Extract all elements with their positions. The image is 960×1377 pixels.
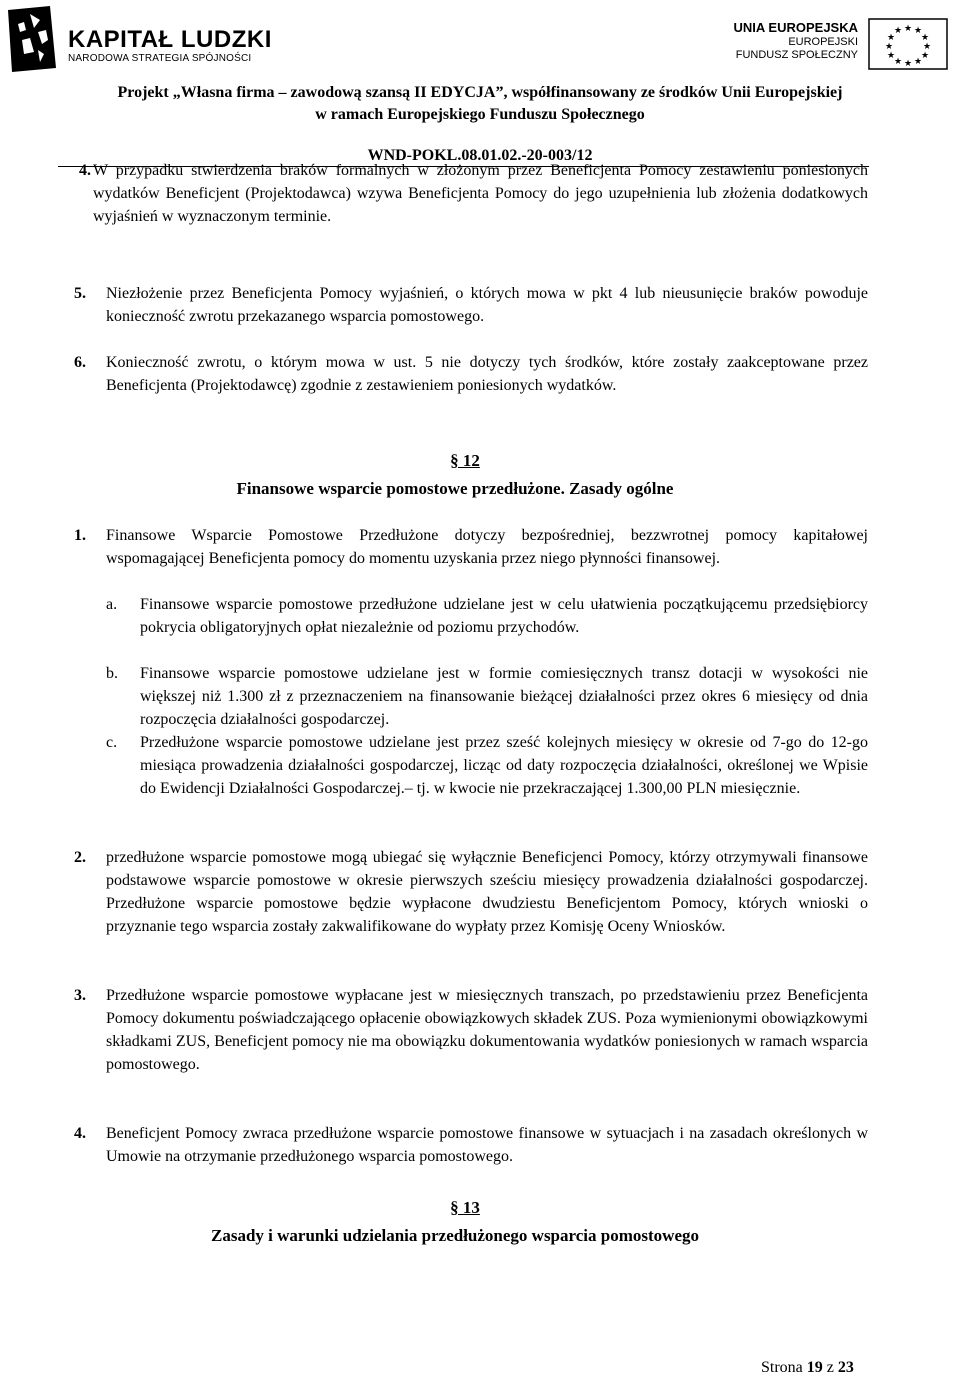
svg-text:★: ★ [920,51,930,61]
project-fund: w ramach Europejskiego Funduszu Społecznego [315,106,645,123]
item-text: Przedłużone wsparcie pomostowe wypłacane jest w miesięcznych transzach, po przedstawieniu przez Beneficjenta Pomocy dokumentu poświadczającego opłacenie obowiązkowych składek ZUS. Poza wymienionymi obowiązkowymi składkami ZUS, Beneficjent pomocy nie ma obowiązku dokumentowania wydatków poniesionych w ramach wsparcia pomostowego. [106,987,868,1073]
svg-text:★: ★ [886,33,896,43]
sub-item-text: Przedłużone wsparcie pomostowe udzielane jest przez sześć kolejnych miesięcy w okresie od 7-go do 12-go miesiąca prowadzenia działalności gospodarczej, licząc od daty rozpoczęcia działalności, określonej we Wpisie do Ewidencji Działalności Gospodarczej.– tj. w kwocie nie przekraczającej 1.300,00 PLN miesięcznie. [140,734,868,797]
svg-text:★: ★ [886,51,896,61]
item-number: 1. [74,527,86,544]
sub-item [106,662,868,731]
item-text: przedłużone wsparcie pomostowe mogą ubiegać się wyłącznie Beneficjenci Pomocy, którzy otrzymywali finansowe podstawowe wsparcie pomostowe w okresie pierwszych sześciu miesięcy prowadzenia działalności gospodarczej. Przedłużone wsparcie pomostowe będzie wypłacone dwudziestu Beneficjentom Pomocy, których wnioski o przyznanie tego wsparcia zostały zakwalifikowane do wypłaty przez Komisję Oceny Wniosków. [106,849,868,935]
footer-of: z [826,1359,834,1376]
sub-item [106,593,868,639]
section-number: § 12 [450,451,480,470]
sub-item-letter: a. [106,596,118,613]
item-number: 2. [74,849,86,866]
item-number: 4. [79,162,91,179]
svg-text:★: ★ [913,57,923,67]
svg-text:★: ★ [884,42,894,52]
list-item [79,159,868,228]
list-item [74,846,868,938]
svg-text:★: ★ [922,42,932,52]
kapital-ludzki-emblem-icon [8,6,60,72]
svg-text:★: ★ [903,59,913,69]
list-item [74,984,868,1076]
kapital-ludzki-logo [8,6,272,72]
item-text: W przypadku stwierdzenia braków formalnych w złożonym przez Beneficjenta Pomocy zestawieniu poniesionych wydatków Beneficjent (Projektodawca) wzywa Beneficjenta Pomocy do jego uzupełnienia lub złożenia dodatkowych wyjaśnień w wyznaczonym terminie. [93,162,868,225]
item-number: 6. [74,354,86,371]
svg-text:★: ★ [903,24,913,34]
section-number: § 13 [450,1198,480,1217]
section-title: Zasady i warunki udzielania przedłużonego wsparcia pomostowego [210,1226,699,1245]
svg-text:★: ★ [893,57,903,67]
svg-text:★: ★ [893,26,903,36]
ue-title: UNIA EUROPEJSKA [733,20,858,35]
eu-flag-icon [868,18,948,70]
svg-text:★: ★ [913,26,923,36]
list-item [74,282,868,328]
item-text: Konieczność zwrotu, o którym mowa w ust. 5 nie dotyczy tych środków, które zostały zaakceptowane przez Beneficjenta (Projektodawcę) zgodnie z zestawieniem poniesionych wydatków. [106,354,868,394]
ue-line2: EUROPEJSKI [788,36,858,48]
item-number: 4. [74,1125,86,1142]
item-number: 5. [74,285,86,302]
page-footer [761,1359,854,1377]
footer-label: Strona [761,1359,803,1376]
sub-item-text: Finansowe wsparcie pomostowe przedłużone udzielane jest w celu ułatwienia początkującemu przedsiębiorcy pokrycia obligatoryjnych opłat niezależnie od poziomu przychodów. [140,596,868,636]
section-title: Finansowe wsparcie pomostowe przedłużone. Zasady ogólne [236,479,674,498]
project-title: Projekt „Własna firma – zawodową szansą II EDYCJA”, współfinansowany ze środków Unii Europejskiej [117,84,843,101]
sub-item [106,731,868,800]
kl-title: KAPITAŁ LUDZKI [68,26,272,53]
sub-item-letter: c. [106,734,118,751]
sub-item-text: Finansowe wsparcie pomostowe udzielane jest w formie comiesięcznych transz dotacji w wysokości nie większej niż 1.300 zł z przeznaczeniem na finansowanie bieżącej działalności przez okres 6 miesięcy od dnia rozpoczęcia działalności gospodarczej. [140,665,868,728]
list-item [74,524,868,570]
project-code: WND-POKL.08.01.02.-20-003/12 [367,147,593,164]
list-item [74,1122,868,1168]
ue-line3: FUNDUSZ SPOŁECZNY [735,49,858,61]
kl-subtitle: NARODOWA STRATEGIA SPÓJNOŚCI [68,53,252,64]
footer-page: 19 [806,1359,823,1376]
item-number: 3. [74,987,86,1004]
svg-text:★: ★ [920,33,930,43]
item-text: Beneficjent Pomocy zwraca przedłużone wsparcie pomostowe finansowe w sytuacjach i na zasadach określonych w Umowie na otrzymanie przedłużonego wsparcia pomostowego. [106,1125,868,1165]
eu-logo [734,18,948,70]
footer-total: 23 [837,1359,854,1376]
sub-item-letter: b. [106,665,118,682]
list-item [74,351,868,397]
item-text: Niezłożenie przez Beneficjenta Pomocy wyjaśnień, o których mowa w pkt 4 lub nieusunięcie braków powoduje konieczność zwrotu przekazanego wsparcia pomostowego. [106,285,868,325]
item-text: Finansowe Wsparcie Pomostowe Przedłużone dotyczy bezpośredniej, bezzwrotnej pomocy kapitałowej wspomagającej Beneficjenta pomocy do momentu uzyskania przez niego płynności finansowej. [106,527,868,567]
